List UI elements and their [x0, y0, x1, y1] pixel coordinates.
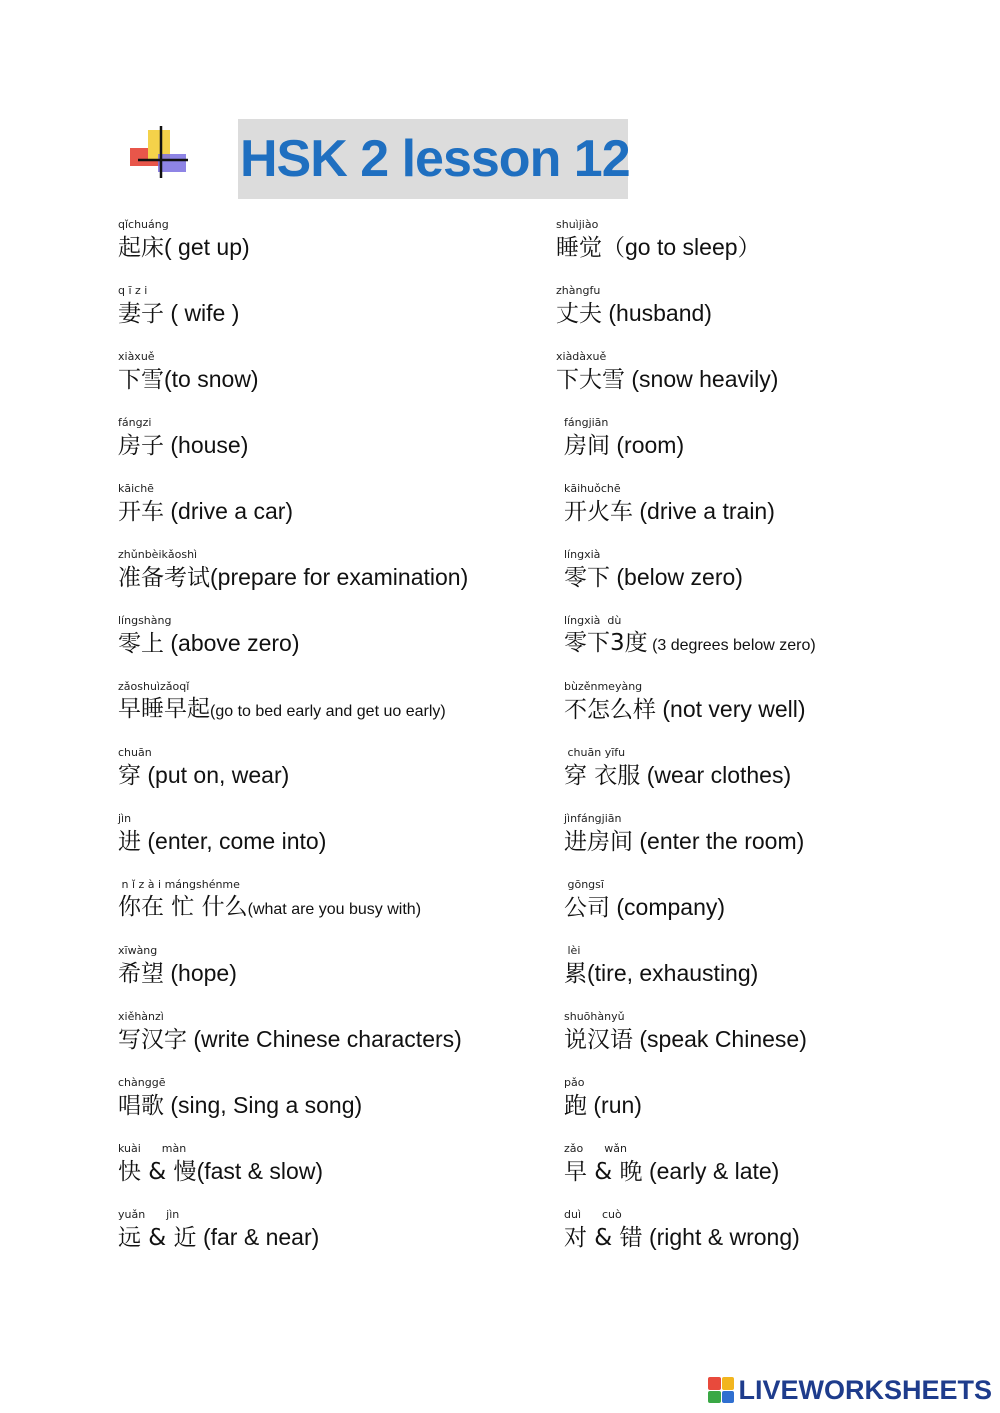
- vocab-entry: [556, 284, 918, 350]
- vocab-term: [118, 760, 556, 791]
- vocab-entry: [556, 218, 918, 284]
- english-meaning: (husband): [602, 300, 712, 326]
- hanzi: 房间: [564, 433, 610, 459]
- hanzi: 写汉字: [118, 1027, 187, 1053]
- vocab-entry: [118, 284, 556, 350]
- vocab-term: [118, 826, 556, 857]
- pinyin: zǎo wǎn: [564, 1142, 627, 1155]
- english-meaning: (3 degrees below zero): [647, 637, 816, 654]
- vocab-term: [118, 562, 556, 593]
- liveworksheets-logo-icon: [708, 1377, 734, 1403]
- english-meaning: (company): [610, 894, 726, 920]
- vocab-entry: [118, 746, 556, 812]
- hanzi: 下大雪: [556, 367, 625, 393]
- vocab-term: [118, 1222, 556, 1253]
- hanzi: 希望: [118, 961, 164, 987]
- english-meaning: (room): [610, 432, 685, 458]
- english-meaning: (run): [587, 1092, 642, 1118]
- hanzi: 进房间: [564, 829, 633, 855]
- pinyin: fángzi: [118, 416, 152, 429]
- vocab-entry: [556, 878, 918, 944]
- vocab-entry: [556, 944, 918, 1010]
- vocab-entry: [118, 218, 556, 284]
- vocab-term: [118, 430, 556, 461]
- hanzi: 唱歌: [118, 1093, 164, 1119]
- pinyin: kāichē: [118, 482, 154, 495]
- pinyin: zhàngfu: [556, 284, 601, 297]
- vocab-term: [564, 958, 918, 989]
- pinyin: xiàxuě: [118, 350, 155, 363]
- pinyin: zhǔnbèikǎoshì: [118, 548, 198, 561]
- english-meaning: ( wife ): [164, 300, 240, 326]
- english-meaning: (put on, wear): [141, 762, 290, 788]
- vocab-entry: [118, 350, 556, 416]
- vocab-entry: [118, 482, 556, 548]
- pinyin: xīwàng: [118, 944, 158, 957]
- vocab-grid: [118, 218, 918, 1274]
- english-meaning: (enter, come into): [141, 828, 327, 854]
- vocab-entry: [118, 416, 556, 482]
- vocab-entry: [118, 548, 556, 614]
- english-meaning: (above zero): [164, 630, 300, 656]
- pinyin: língshàng: [118, 614, 172, 627]
- hanzi: 跑: [564, 1093, 587, 1119]
- hanzi: 准备考试: [118, 565, 210, 591]
- pinyin: shuōhànyǔ: [564, 1010, 625, 1023]
- english-meaning: (tire, exhausting): [587, 960, 759, 986]
- english-meaning: (right & wrong): [642, 1224, 800, 1250]
- hanzi: 零下3度: [564, 630, 648, 656]
- vocab-term: [564, 1156, 918, 1187]
- vocab-entry: [556, 614, 918, 680]
- title-box: [238, 119, 628, 199]
- pinyin: jìn: [118, 812, 132, 825]
- vocab-entry: [118, 1208, 556, 1274]
- vocab-entry: [556, 416, 918, 482]
- pinyin: lèi: [564, 944, 581, 957]
- vocab-term: [564, 1024, 918, 1055]
- english-meaning: (go to bed early and get uo early): [210, 703, 446, 720]
- vocab-term: [564, 496, 918, 527]
- vocab-term: [556, 364, 918, 395]
- hanzi: 下雪: [118, 367, 164, 393]
- english-meaning: （go to sleep）: [602, 234, 761, 260]
- english-meaning: ( get up): [164, 234, 250, 260]
- english-meaning: (drive a car): [164, 498, 294, 524]
- vocab-term: [118, 298, 556, 329]
- vocab-term: [118, 892, 556, 925]
- vocab-entry: [118, 944, 556, 1010]
- english-meaning: (write Chinese characters): [187, 1026, 462, 1052]
- hanzi: 说汉语: [564, 1027, 633, 1053]
- hanzi: 开车: [118, 499, 164, 525]
- vocab-entry: [556, 746, 918, 812]
- vocab-term: [564, 430, 918, 461]
- english-meaning: (hope): [164, 960, 237, 986]
- hanzi: 对 & 错: [564, 1225, 643, 1251]
- vocab-entry: [556, 548, 918, 614]
- vocab-term: [556, 232, 918, 263]
- pinyin: fángjiān: [564, 416, 609, 429]
- vocab-entry: [556, 812, 918, 878]
- vocab-entry: [556, 350, 918, 416]
- vocab-term: [564, 1090, 918, 1121]
- english-meaning: (not very well): [656, 696, 806, 722]
- hanzi: 早 & 晚: [564, 1159, 643, 1185]
- english-meaning: (what are you busy with): [247, 901, 422, 918]
- vocab-entry: [118, 1142, 556, 1208]
- pinyin: bùzěnmeyàng: [564, 680, 643, 693]
- page-title: HSK 2 lesson 12: [240, 130, 630, 188]
- hanzi: 起床: [118, 235, 164, 261]
- english-meaning: (house): [164, 432, 249, 458]
- pinyin: zǎoshuìzǎoqǐ: [118, 680, 190, 693]
- english-meaning: (prepare for examination): [210, 564, 469, 590]
- hanzi: 快 & 慢: [118, 1159, 197, 1185]
- pinyin: xiàdàxuě: [556, 350, 607, 363]
- vocab-term: [118, 1024, 556, 1055]
- english-meaning: (fast & slow): [196, 1158, 324, 1184]
- vocab-entry: [118, 1076, 556, 1142]
- pinyin: língxià: [564, 548, 601, 561]
- hanzi: 零下: [564, 565, 610, 591]
- vocab-entry: [118, 878, 556, 944]
- hanzi: 开火车: [564, 499, 633, 525]
- hanzi: 不怎么样: [564, 697, 656, 723]
- english-meaning: (wear clothes): [640, 762, 792, 788]
- vocab-entry: [556, 482, 918, 548]
- hanzi: 睡觉: [556, 235, 602, 261]
- vocab-term: [564, 892, 918, 923]
- pinyin: jìnfángjiān: [564, 812, 622, 825]
- english-meaning: (to snow): [164, 366, 259, 392]
- vocab-term: [564, 694, 918, 725]
- pinyin: chuān: [118, 746, 152, 759]
- pinyin: gōngsī: [564, 878, 604, 891]
- pinyin: qǐchuáng: [118, 218, 169, 231]
- hanzi: 进: [118, 829, 141, 855]
- pinyin: yuǎn jìn: [118, 1208, 180, 1221]
- pinyin: duì cuò: [564, 1208, 622, 1221]
- hanzi: 穿: [118, 763, 141, 789]
- vocab-term: [564, 1222, 918, 1253]
- english-meaning: (sing, Sing a song): [164, 1092, 363, 1118]
- pinyin: n ǐ z à i mángshénme: [118, 878, 240, 891]
- english-meaning: (speak Chinese): [633, 1026, 807, 1052]
- vocab-term: [118, 694, 556, 727]
- vocab-term: [118, 1156, 556, 1187]
- hanzi: 丈夫: [556, 301, 602, 327]
- english-meaning: (snow heavily): [625, 366, 779, 392]
- vocab-entry: [118, 1010, 556, 1076]
- hanzi: 你在 忙 什么: [118, 894, 248, 920]
- vocab-term: [118, 958, 556, 989]
- pinyin: xiěhànzì: [118, 1010, 164, 1023]
- pinyin: língxià dù: [564, 614, 622, 627]
- pinyin: shuìjiào: [556, 218, 599, 231]
- hanzi: 公司: [564, 895, 610, 921]
- hanzi: 房子: [118, 433, 164, 459]
- vocab-term: [556, 298, 918, 329]
- pinyin: chuān yīfu: [564, 746, 626, 759]
- english-meaning: (enter the room): [633, 828, 805, 854]
- hanzi: 累: [564, 961, 587, 987]
- vocab-term: [118, 1090, 556, 1121]
- hanzi: 穿 衣服: [564, 763, 641, 789]
- pinyin: chànggē: [118, 1076, 166, 1089]
- vocab-entry: [118, 680, 556, 746]
- vocab-term: [118, 628, 556, 659]
- vocab-entry: [556, 1208, 918, 1274]
- vocab-term: [118, 496, 556, 527]
- watermark-text: LIVEWORKSHEETS: [738, 1374, 992, 1405]
- english-meaning: (below zero): [610, 564, 743, 590]
- vocab-term: [564, 826, 918, 857]
- hanzi: 零上: [118, 631, 164, 657]
- pinyin: pǎo: [564, 1076, 585, 1089]
- vocab-term: [564, 562, 918, 593]
- pinyin: kuài màn: [118, 1142, 187, 1155]
- vocab-entry: [556, 1010, 918, 1076]
- vocab-entry: [556, 1076, 918, 1142]
- english-meaning: (far & near): [196, 1224, 320, 1250]
- hanzi: 早睡早起: [118, 696, 210, 722]
- vocab-entry: [118, 614, 556, 680]
- pinyin: q ī z i: [118, 284, 148, 297]
- hanzi: 远 & 近: [118, 1225, 197, 1251]
- english-meaning: (early & late): [642, 1158, 780, 1184]
- vocab-term: [564, 760, 918, 791]
- vocab-term: [118, 232, 556, 263]
- hanzi: 妻子: [118, 301, 164, 327]
- vocab-term: [564, 628, 918, 661]
- pinyin: kāihuǒchē: [564, 482, 621, 495]
- crosshair-logo-icon: [128, 124, 190, 180]
- watermark: [708, 1373, 992, 1407]
- vocab-entry: [118, 812, 556, 878]
- vocab-term: [118, 364, 556, 395]
- vocab-entry: [556, 1142, 918, 1208]
- english-meaning: (drive a train): [633, 498, 775, 524]
- vocab-entry: [556, 680, 918, 746]
